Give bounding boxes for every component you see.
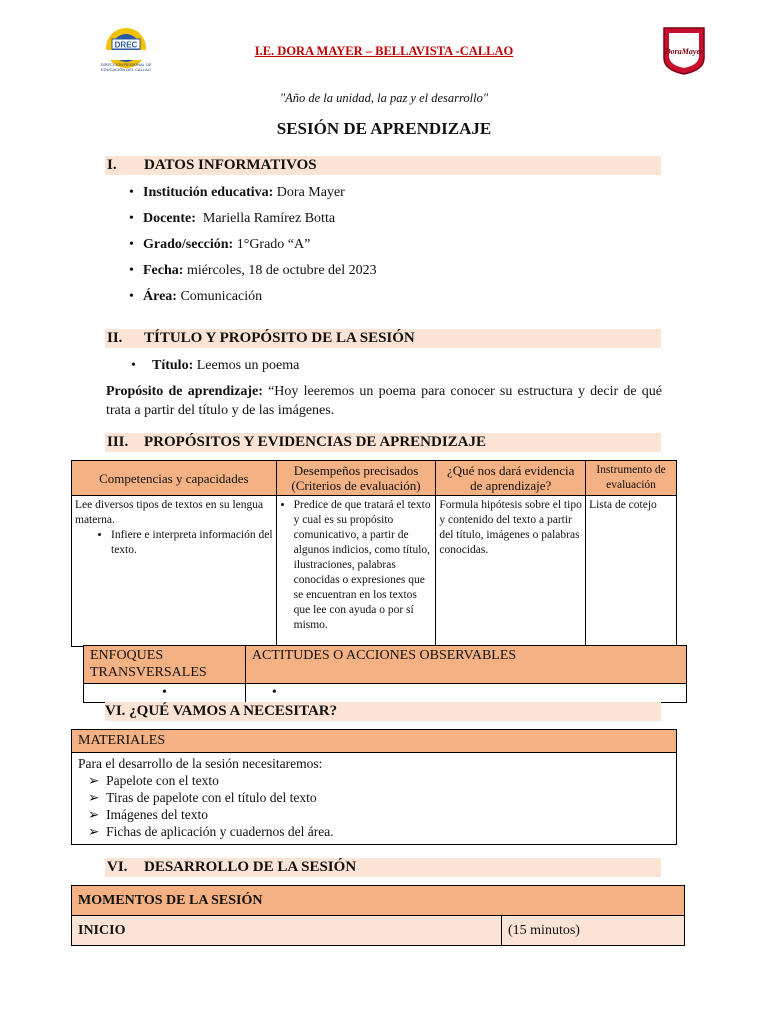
- section-heading-desarrollo: [105, 858, 661, 877]
- item-label: Docente:: [143, 211, 196, 226]
- item-text: Tiras de papelote con el título del texto: [106, 790, 317, 805]
- desempeno-cell: [276, 496, 436, 647]
- competencia-text: Lee diversos tipos de textos en su lengua materna.: [75, 499, 264, 526]
- materiales-intro: Para el desarrollo de la sesión necesitaremos:: [78, 756, 323, 771]
- instrumento-cell: Lista de cotejo: [586, 496, 677, 647]
- item-text: Imágenes del texto: [106, 807, 209, 822]
- proposito-paragraph: [106, 382, 662, 420]
- list-item: [78, 823, 670, 840]
- materiales-header: MATERIALES: [72, 730, 677, 753]
- section-title: TÍTULO Y PROPÓSITO DE LA SESIÓN: [144, 330, 415, 346]
- drec-logo-text: DREC: [114, 40, 138, 50]
- crest-text: DoraMayer: [664, 47, 704, 56]
- arrow-icon: ➢: [88, 824, 100, 839]
- list-item: • Fecha: miércoles, 18 de octubre del 2023: [129, 263, 377, 278]
- evidencia-cell: Formula hipótesis sobre el tipo y contenido del texto a partir del título, imágenes o palabras conocidas.: [436, 496, 586, 647]
- enfoques-table: [83, 645, 687, 703]
- school-name: I.E. DORA MAYER – BELLAVISTA -CALLAO: [254, 44, 514, 58]
- list-item: • Área: Comunicación: [129, 289, 263, 304]
- competencia-cell: [72, 496, 277, 647]
- item-value: Comunicación: [176, 289, 263, 304]
- svg-text:EDUCACIÓN DEL CALLAO: EDUCACIÓN DEL CALLAO: [101, 67, 151, 72]
- arrow-icon: ➢: [88, 790, 100, 805]
- item-label: Título:: [152, 358, 194, 373]
- section-title: DESARROLLO DE LA SESIÓN: [144, 859, 357, 875]
- section-heading-datos: [105, 156, 661, 175]
- motto: "Año de la unidad, la paz y el desarrollo": [279, 91, 489, 105]
- list-item: [78, 789, 670, 806]
- section-title: DATOS INFORMATIVOS: [144, 157, 317, 173]
- section-number: I.: [107, 157, 117, 173]
- item-label: Institución educativa:: [143, 185, 274, 200]
- list-item: • Grado/sección: 1°Grado “A”: [129, 237, 311, 252]
- school-crest-logo: [661, 24, 707, 76]
- section-heading-titulo: [105, 329, 661, 348]
- proposito-label: Propósito de aprendizaje:: [106, 384, 263, 399]
- item-value: Leemos un poema: [193, 358, 300, 373]
- item-label: Fecha:: [143, 263, 184, 278]
- section-heading-propositos: [105, 433, 661, 452]
- item-value: 1°Grado “A”: [233, 237, 311, 252]
- propositos-table: [71, 460, 677, 647]
- list-item: • Docente: Mariella Ramírez Botta: [129, 211, 336, 226]
- actitudes-bullet: •: [245, 684, 686, 703]
- arrow-icon: ➢: [88, 773, 100, 788]
- section-title: VI. ¿QUÉ VAMOS A NECESITAR?: [105, 703, 338, 719]
- column-header: Instrumento de evaluación: [586, 461, 677, 496]
- page-title: SESIÓN DE APRENDIZAJE: [276, 119, 492, 138]
- capacidad-text: • Infiere e interpreta información del texto.: [111, 528, 273, 558]
- list-item: [78, 772, 670, 789]
- item-text: Fichas de aplicación y cuadernos del área.: [106, 824, 334, 839]
- section-title: PROPÓSITOS Y EVIDENCIAS DE APRENDIZAJE: [144, 434, 487, 450]
- inicio-time: (15 minutos): [502, 916, 685, 946]
- momentos-header: MOMENTOS DE LA SESIÓN: [72, 886, 685, 916]
- item-label: Grado/sección:: [143, 237, 234, 252]
- inicio-label: INICIO: [72, 916, 502, 946]
- column-header: ¿Qué nos dará evidencia de aprendizaje?: [436, 461, 586, 496]
- svg-text:DIRECCIÓN REGIONAL DE: DIRECCIÓN REGIONAL DE: [100, 62, 152, 67]
- item-value: miércoles, 18 de octubre del 2023: [183, 263, 377, 278]
- list-item: • Institución educativa: Dora Mayer: [129, 185, 345, 200]
- enfoques-header: ENFOQUES TRANSVERSALES: [84, 646, 246, 684]
- momentos-table: [71, 885, 685, 946]
- list-item: • Título: Leemos un poema: [131, 358, 300, 373]
- list-item: [78, 806, 670, 823]
- section-heading-necesitar: [105, 702, 661, 721]
- desempeno-text: • Predice de que tratará el texto y cual es su propósito comunicativo, a partir de algunos indicios, como título, ilustraciones, palabras conocidas o expresiones que se encuentran en los textos que lee con ayuda o por sí mismo.: [294, 498, 433, 633]
- item-value: Dora Mayer: [273, 185, 345, 200]
- item-value: Mariella Ramírez Botta: [195, 211, 336, 226]
- arrow-icon: ➢: [88, 807, 100, 822]
- section-number: VI.: [107, 859, 128, 875]
- enfoques-bullet: •: [84, 684, 246, 703]
- item-label: Área:: [143, 289, 177, 304]
- column-header: Competencias y capacidades: [72, 461, 277, 496]
- section-number: II.: [107, 330, 123, 346]
- section-number: III.: [107, 434, 129, 450]
- materiales-body: [72, 753, 677, 845]
- proposito-value: “Hoy leeremos un poema para conocer su estructura y decir de qué trata a partir del título y de las imágenes.: [106, 384, 662, 418]
- actitudes-header: ACTITUDES O ACCIONES OBSERVABLES: [245, 646, 686, 684]
- materiales-table: [71, 729, 677, 845]
- item-text: Papelote con el texto: [106, 773, 219, 788]
- column-header: Desempeños precisados (Criterios de evaluación): [276, 461, 436, 496]
